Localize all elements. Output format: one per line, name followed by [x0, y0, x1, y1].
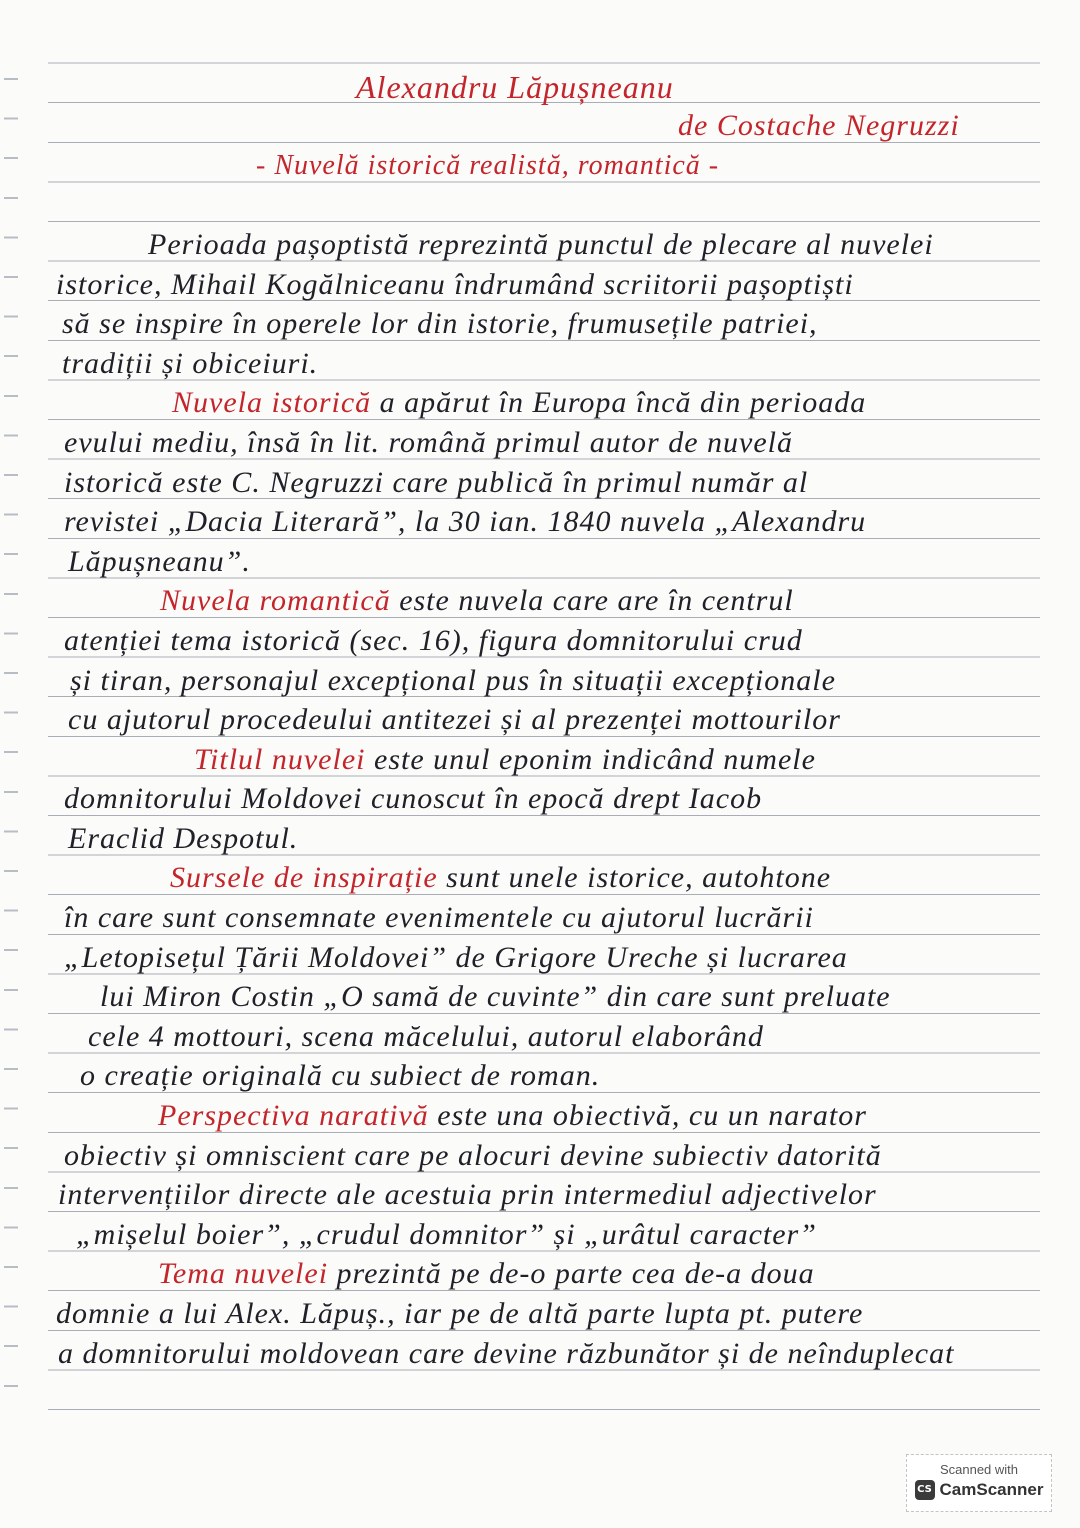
- paragraph-text: sunt unele istorice, autohtone: [446, 861, 832, 895]
- notebook-margin-marks: [4, 44, 18, 1410]
- paragraph-line: intervențiilor directe ale acestuia prin intermediul adjectivelor: [58, 1178, 877, 1212]
- camscanner-brand-name: CamScanner: [939, 1480, 1044, 1499]
- paragraph-line: în care sunt consemnate evenimentele cu ajutorul lucrării: [64, 901, 814, 935]
- paragraph-line: „Letopisețul Țării Moldovei” de Grigore Ureche și lucrarea: [64, 940, 848, 974]
- paragraph-line: [48, 737, 1040, 777]
- paragraph-line: și tiran, personajul excepțional pus în situații excepționale: [70, 663, 836, 697]
- paragraph-line: obiectiv și omniscient care pe alocuri devine subiectiv datorită: [64, 1138, 882, 1172]
- paragraph-text: a apărut în Europa încă din perioada: [379, 386, 867, 420]
- paragraph-line: „mișelul boier”, „crudul domnitor” și „urâtul caracter”: [76, 1217, 817, 1251]
- paragraph-line: [48, 578, 1040, 618]
- paragraph-heading: Titlul nuvelei: [194, 742, 366, 776]
- paragraph-line: Perioada pașoptistă reprezintă punctul de plecare al nuvelei: [148, 227, 934, 261]
- author-line: de Costache Negruzzi: [678, 109, 960, 143]
- paragraph-line: istorice, Mihail Kogălniceanu îndrumând scriitorii pașoptiști: [56, 267, 854, 301]
- paragraph-line: revistei „Dacia Literară”, la 30 ian. 1840 nuvela „Alexandru: [64, 505, 867, 539]
- empty-row: [48, 182, 1040, 222]
- paragraph-text: este nuvela care are în centrul: [399, 584, 794, 618]
- empty-row: [48, 24, 1040, 64]
- ruled-notebook-page: [48, 24, 1040, 1410]
- paragraph-line: [48, 1251, 1040, 1291]
- camscanner-watermark: [906, 1454, 1052, 1512]
- paragraph-line: Lăpușneanu”.: [68, 544, 251, 578]
- page-title: Alexandru Lăpușneanu: [356, 68, 674, 105]
- subtitle: - Nuvelă istorică realistă, romantică -: [256, 149, 720, 181]
- paragraph-heading: Nuvela istorică: [172, 386, 372, 420]
- paragraph-line: evului mediu, însă în lit. română primul autor de nuvelă: [64, 425, 793, 459]
- paragraph-line: o creație originală cu subiect de roman.: [80, 1059, 601, 1093]
- empty-row: [48, 1370, 1040, 1410]
- paragraph-line: [48, 380, 1040, 420]
- camscanner-brand: [907, 1480, 1051, 1500]
- paragraph-line: domnitorului Moldovei cunoscut în epocă drept Iacob: [64, 782, 763, 816]
- paragraph-line: Eraclid Despotul.: [68, 821, 299, 855]
- paragraph-line: cu ajutorul procedeului antitezei și al prezenței mottourilor: [68, 703, 841, 737]
- paragraph-text: prezintă pe de-o parte cea de-a doua: [336, 1257, 815, 1291]
- paragraph-line: lui Miron Costin „O samă de cuvinte” din care sunt preluate: [100, 980, 891, 1014]
- paragraph-text: este unul eponim indicând numele: [374, 742, 816, 776]
- paragraph-line: tradiții și obiceiuri.: [62, 346, 319, 380]
- paragraph-heading: Sursele de inspirație: [170, 861, 438, 895]
- paragraph-line: cele 4 mottouri, scena măcelului, autorul elaborând: [88, 1019, 764, 1053]
- paragraph-heading: Tema nuvelei: [158, 1257, 329, 1291]
- paragraph-line: atenției tema istorică (sec. 16), figura domnitorului crud: [64, 623, 803, 657]
- paragraph-heading: Perspectiva narativă: [158, 1099, 429, 1133]
- paragraph-line: [48, 855, 1040, 895]
- scanned-with-label: Scanned with: [939, 1462, 1019, 1477]
- paragraph-text: este una obiectivă, cu un narator: [437, 1099, 867, 1133]
- paragraph-line: a domnitorului moldovean care devine răzbunător și de neînduplecat: [58, 1336, 955, 1370]
- camscanner-logo-icon: CS: [915, 1480, 935, 1500]
- paragraph-line: domnie a lui Alex. Lăpuș., iar pe de altă parte lupta pt. putere: [56, 1297, 864, 1330]
- paragraph-line: [48, 1093, 1040, 1133]
- paragraph-line: să se inspire în operele lor din istorie, frumusețile patriei,: [62, 307, 818, 341]
- paragraph-line: istorică este C. Negruzzi care publică în primul număr al: [64, 465, 809, 499]
- paragraph-heading: Nuvela romantică: [160, 584, 391, 618]
